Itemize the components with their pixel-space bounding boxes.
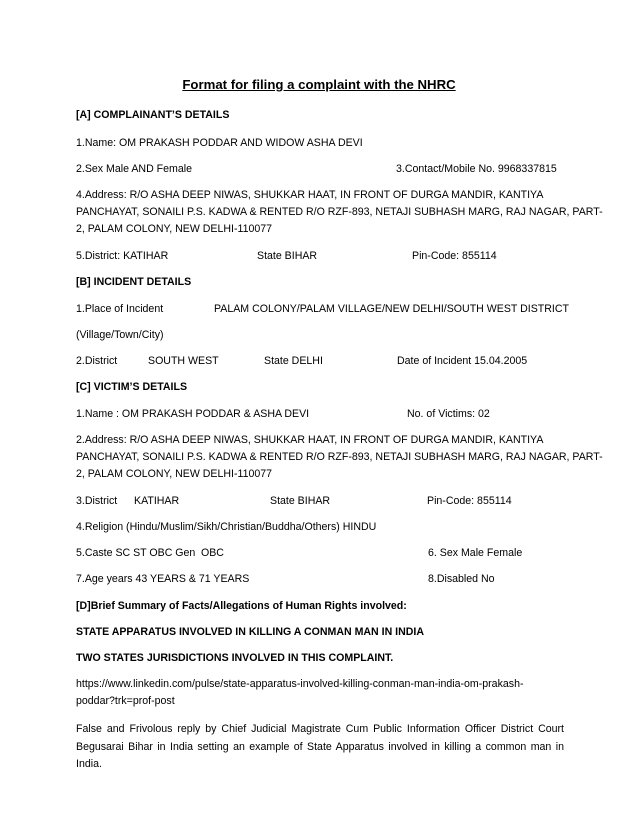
complainant-state: State BIHAR xyxy=(257,250,318,262)
section-b-heading: [B] INCIDENT DETAILS xyxy=(76,276,192,288)
incident-place-type: (Village/Town/City) xyxy=(76,329,164,341)
incident-place-label: 1.Place of Incident xyxy=(76,303,164,315)
complainant-contact: 3.Contact/Mobile No. 9968337815 xyxy=(396,163,557,175)
section-d-heading: [D]Brief Summary of Facts/Allegations of Human Rights involved: xyxy=(76,600,407,612)
victim-district-label: 3.District xyxy=(76,495,118,507)
victim-caste-label: 5.Caste SC ST OBC Gen xyxy=(76,547,196,559)
victim-sex: 6. Sex Male Female xyxy=(428,547,523,559)
section-a-heading: [A] COMPLAINANT’S DETAILS xyxy=(76,109,230,121)
complainant-name: 1.Name: OM PRAKASH PODDAR AND WIDOW ASHA DEVI xyxy=(76,137,363,149)
summary-link-line1[interactable]: https://www.linkedin.com/pulse/state-apparatus-involved-killing-conman-man-india-om-prakash- xyxy=(76,678,524,690)
complainant-address-line2: PANCHAYAT, SONAILI P.S. KADWA & RENTED R/O RZF-893, NETAJI SUBHASH MARG, RAJ NAGAR, PART- xyxy=(76,206,603,218)
victim-name: 1.Name : OM PRAKASH PODDAR & ASHA DEVI xyxy=(76,408,310,420)
complainant-address-line3: 2, PALAM COLONY, NEW DELHI-110077 xyxy=(76,223,273,235)
summary-line1: STATE APPARATUS INVOLVED IN KILLING A CONMAN MAN IN INDIA xyxy=(76,626,425,638)
incident-state: State DELHI xyxy=(264,355,323,367)
victim-address-line1: 2.Address: R/O ASHA DEEP NIWAS, SHUKKAR HAAT, IN FRONT OF DURGA MANDIR, KANTIYA xyxy=(76,434,544,446)
victim-age: 7.Age years 43 YEARS & 71 YEARS xyxy=(76,573,250,585)
incident-place-value: PALAM COLONY/PALAM VILLAGE/NEW DELHI/SOUTH WEST DISTRICT xyxy=(214,303,569,315)
victim-religion: 4.Religion (Hindu/Muslim/Sikh/Christian/Buddha/Others) HINDU xyxy=(76,521,377,533)
section-c-heading: [C] VICTIM’S DETAILS xyxy=(76,381,188,393)
victim-count: No. of Victims: 02 xyxy=(407,408,490,420)
incident-district-value: SOUTH WEST xyxy=(148,355,219,367)
victim-address-line2: PANCHAYAT, SONAILI P.S. KADWA & RENTED R/O RZF-893, NETAJI SUBHASH MARG, RAJ NAGAR, PART- xyxy=(76,451,603,463)
victim-state: State BIHAR xyxy=(270,495,331,507)
summary-link-line2[interactable]: poddar?trk=prof-post xyxy=(76,695,175,707)
complainant-pincode: Pin-Code: 855114 xyxy=(412,250,497,262)
summary-paragraph: False and Frivolous reply by Chief Judicial Magistrate Cum Public Information Officer District Court Begusarai Bihar in India setting an example of State Apparatus involved in killing a common man in India. xyxy=(76,723,564,770)
summary-line2: TWO STATES JURISDICTIONS INVOLVED IN THIS COMPLAINT. xyxy=(76,652,394,664)
victim-pincode: Pin-Code: 855114 xyxy=(427,495,512,507)
complainant-address-line1: 4.Address: R/O ASHA DEEP NIWAS, SHUKKAR HAAT, IN FRONT OF DURGA MANDIR, KANTIYA xyxy=(76,189,544,201)
victim-disabled: 8.Disabled No xyxy=(428,573,495,585)
page-title: Format for filing a complaint with the NHRC xyxy=(182,77,456,92)
incident-district-label: 2.District xyxy=(76,355,118,367)
victim-caste-value: OBC xyxy=(201,547,224,559)
complainant-district: 5.District: KATIHAR xyxy=(76,250,169,262)
complainant-sex: 2.Sex Male AND Female xyxy=(76,163,192,175)
victim-address-line3: 2, PALAM COLONY, NEW DELHI-110077 xyxy=(76,468,273,480)
victim-district-value: KATIHAR xyxy=(134,495,180,507)
incident-date: Date of Incident 15.04.2005 xyxy=(397,355,528,367)
